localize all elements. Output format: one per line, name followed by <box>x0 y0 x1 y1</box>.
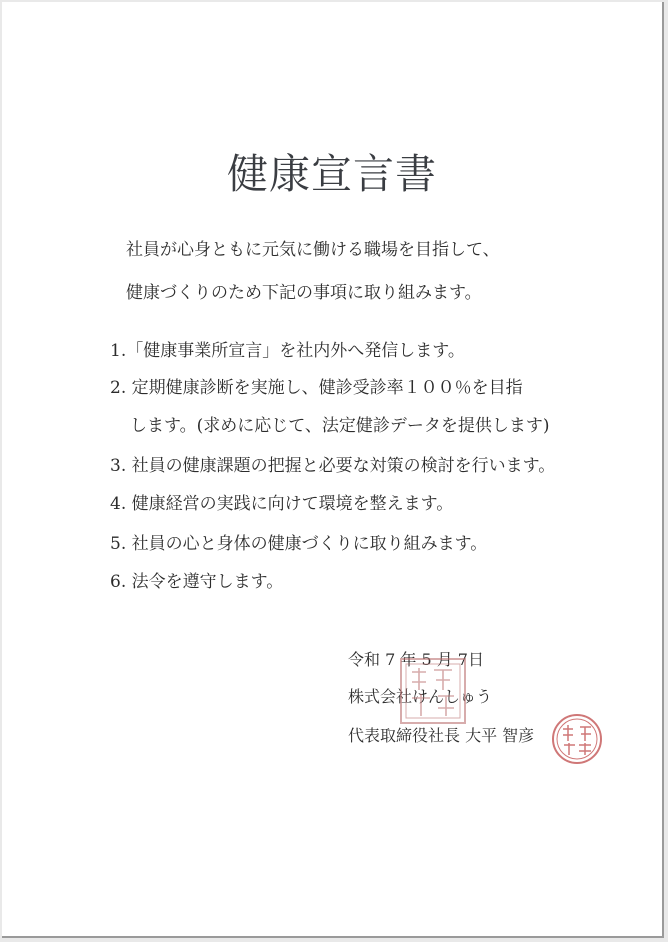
declaration-date: 令和 7 年 5 月 7日 <box>348 650 484 669</box>
document-page <box>2 2 664 938</box>
declaration-item-2: 2. 定期健康診断を実施し、健診受診率１００％を目指 <box>110 378 523 398</box>
declaration-item-2-continued: します。(求めに応じて、法定健診データを提供します) <box>130 416 550 436</box>
declaration-item-1: 1.「健康事業所宣言」を社内外へ発信します。 <box>110 341 465 361</box>
declaration-item-4: 4. 健康経営の実践に向けて環境を整えます。 <box>110 494 454 514</box>
declaration-item-3: 3. 社員の健康課題の把握と必要な対策の検討を行います。 <box>110 456 556 476</box>
declaration-item-6: 6. 法令を遵守します。 <box>110 572 284 592</box>
document-title: 健康宣言書 <box>227 150 437 198</box>
company-seal-stamp <box>398 656 468 726</box>
company-name: 株式会社けんしゅう <box>348 687 493 706</box>
representative-seal-stamp <box>551 713 603 765</box>
representative-name: 代表取締役社長 大平 智彦 <box>348 726 535 745</box>
declaration-item-5: 5. 社員の心と身体の健康づくりに取り組みます。 <box>110 534 488 554</box>
intro-line-2: 健康づくりのため下記の事項に取り組みます。 <box>126 283 482 303</box>
intro-line-1: 社員が心身ともに元気に働ける職場を目指して、 <box>126 240 500 260</box>
